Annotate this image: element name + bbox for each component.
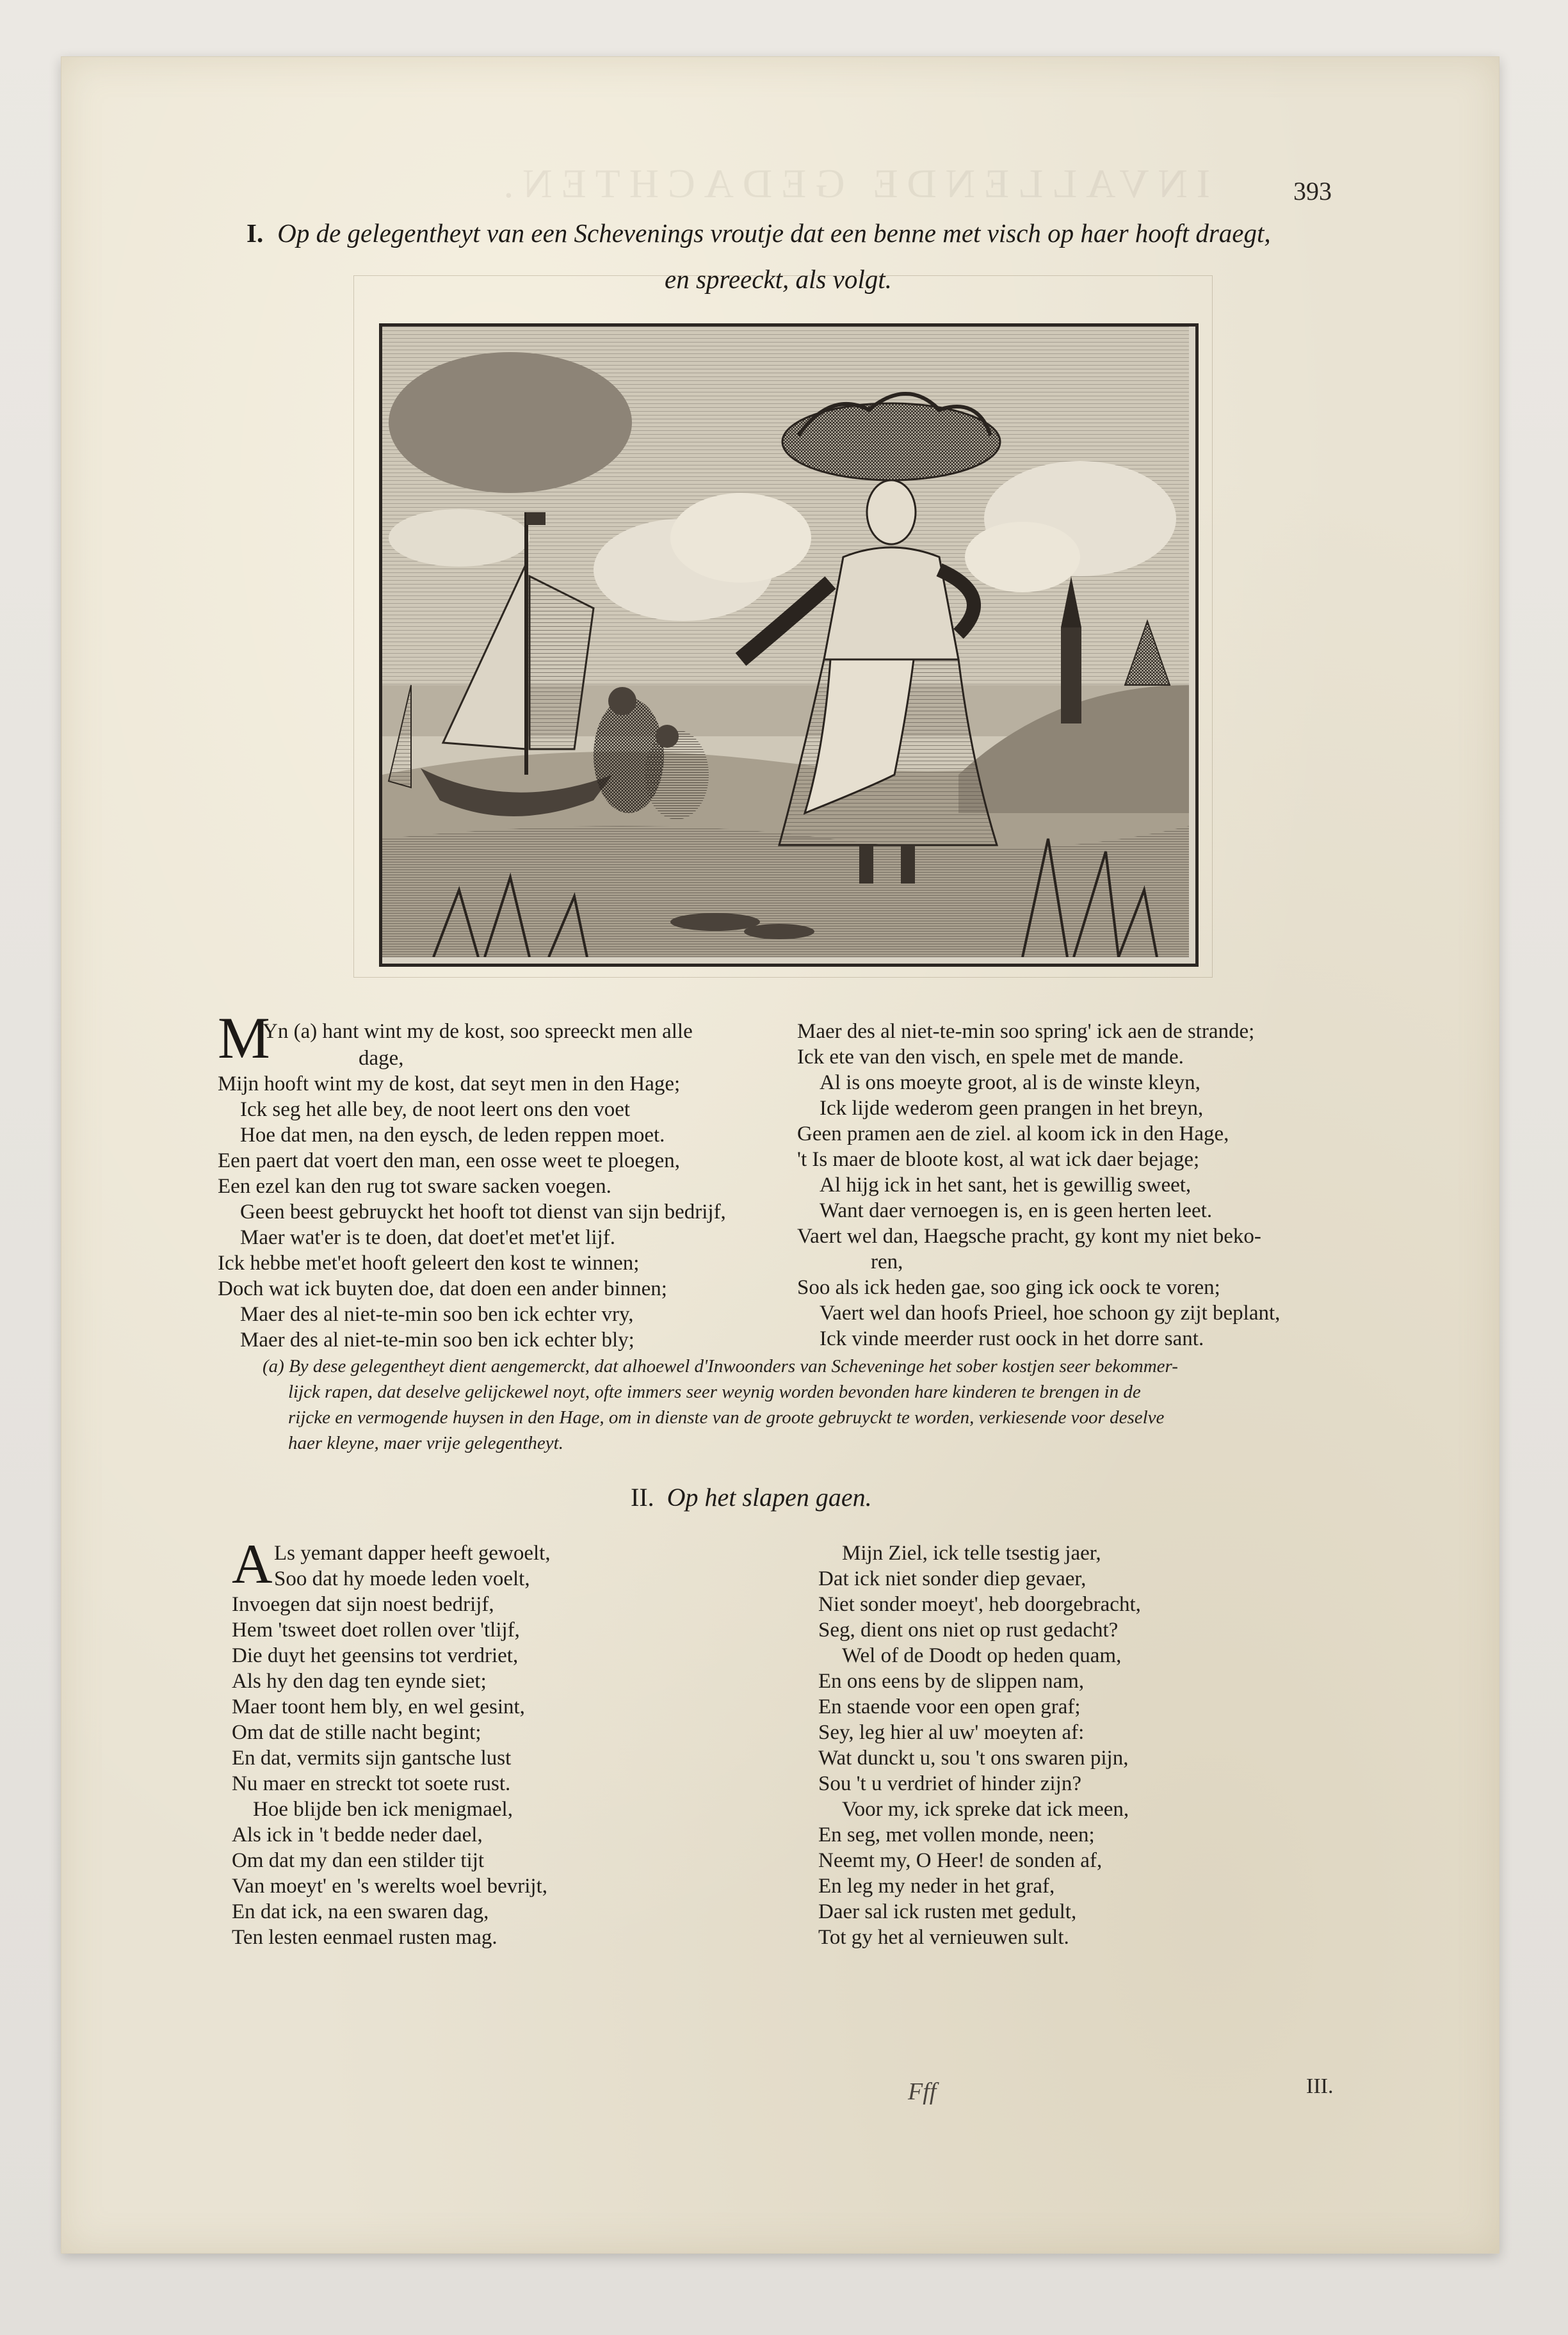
poem-1-right-line: ren,	[871, 1250, 903, 1273]
poem-2-right-line: Tot gy het al vernieuwen sult.	[818, 1926, 1069, 1949]
poem-1-left-line: Een paert dat voert den man, een osse weet te ploegen,	[218, 1149, 681, 1172]
poem-2-right-line: Sey, leg hier al uw' moeyten af:	[818, 1721, 1085, 1744]
poem-2-right-line: Voor my, ick spreke dat ick meen,	[842, 1798, 1129, 1821]
section-2-title	[631, 1482, 872, 1512]
engraving-fisherwoman-image	[382, 327, 1189, 957]
section-1-title-line-1: Op de gelegentheyt van een Schevenings vroutje dat een benne met visch op haer hooft draegt,	[277, 218, 1271, 248]
poem-2-right-line: En leg my neder in het graf,	[818, 1875, 1055, 1898]
poem-2-left-line: Ten lesten eenmael rusten mag.	[232, 1926, 497, 1949]
poem-2-left-line: Om dat de stille nacht begint;	[232, 1721, 481, 1744]
poem-1-right-line: 't Is maer de bloote kost, al wat ick daer bejage;	[797, 1148, 1200, 1171]
poem-1-right-line: Vaert wel dan hoofs Prieel, hoe schoon gy zijt beplant,	[820, 1302, 1281, 1325]
poem-1-left-line: Doch wat ick buyten doe, dat doen een ander binnen;	[218, 1277, 667, 1300]
poem-2-left-line: Invoegen dat sijn noest bedrijf,	[232, 1593, 494, 1616]
poem-2-left-line: Om dat my dan een stilder tijt	[232, 1849, 485, 1872]
poem-1-right-line: Ick lijde wederom geen prangen in het breyn,	[820, 1097, 1204, 1120]
poem-2-left-line: Hoe blijde ben ick menigmael,	[253, 1798, 513, 1821]
section-1-title-line-2: en spreeckt, als volgt.	[665, 264, 892, 294]
poem-1-right-line: Ick ete van den visch, en spele met de mande.	[797, 1046, 1184, 1069]
section-1-numeral: I.	[247, 218, 264, 248]
poem-2-right-line: En seg, met vollen monde, neen;	[818, 1823, 1095, 1846]
section-1-dropcap: M	[218, 1005, 270, 1071]
poem-2-right-line: Mijn Ziel, ick telle tsestig jaer,	[842, 1542, 1101, 1565]
poem-1-left-line: Maer des al niet-te-min soo ben ick echter vry,	[240, 1303, 634, 1326]
poem-1-right-line: Al is ons moeyte groot, al is de winste kleyn,	[820, 1071, 1200, 1094]
poem-1-left-line: Ick seg het alle bey, de noot leert ons den voet	[240, 1098, 631, 1121]
poem-1-left-line: Mijn hooft wint my de kost, dat seyt men in den Hage;	[218, 1072, 681, 1095]
poem-2-right-line: En ons eens by de slippen nam,	[818, 1670, 1085, 1693]
poem-2-right-line: Daer sal ick rusten met gedult,	[818, 1900, 1077, 1923]
poem-2-left-line: En dat, vermits sijn gantsche lust	[232, 1747, 512, 1770]
footnote-line: haer kleyne, maer vrije gelegentheyt.	[288, 1433, 563, 1453]
footnote-line: rijcke en vermogende huysen in den Hage, om in dienste van de groote gebruyckt te worden, verkiesende voor deselve	[288, 1407, 1165, 1428]
engraving-illustration	[379, 323, 1199, 967]
footnote-line: lijck rapen, dat deselve gelijckewel noyt, ofte immers seer weynig worden bevonden hare kinderen te brengen in de	[288, 1382, 1141, 1402]
footnote-line: (a) By dese gelegentheyt dient aengemerckt, dat alhoewel d'Inwoonders van Scheveninge het sober kostjen seer bekommer-	[263, 1356, 1178, 1377]
section-2-title-text: Op het slapen gaen.	[667, 1483, 872, 1512]
poem-2-right-line: Neemt my, O Heer! de sonden af,	[818, 1849, 1103, 1872]
poem-1-left-line: Geen beest gebruyckt het hooft tot dienst van sijn bedrijf,	[240, 1200, 726, 1224]
poem-2-right-line: Wat dunckt u, sou 't ons swaren pijn,	[818, 1747, 1129, 1770]
poem-2-right-line: Niet sonder moeyt', heb doorgebracht,	[818, 1593, 1141, 1616]
poem-1-left-line: dage,	[359, 1047, 404, 1070]
poem-2-left-line: Van moeyt' en 's werelts woel bevrijt,	[232, 1875, 548, 1898]
show-through-text: INVALLENDE GEDACHTEN.	[494, 161, 1210, 206]
poem-1-right-line: Soo als ick heden gae, soo ging ick oock te voren;	[797, 1276, 1220, 1299]
poem-1-right-line: Maer des al niet-te-min soo spring' ick aen de strande;	[797, 1020, 1255, 1043]
poem-2-right-line: Seg, dient ons niet op rust gedacht?	[818, 1619, 1119, 1642]
poem-1-right-line: Ick vinde meerder rust oock in het dorre sant.	[820, 1327, 1204, 1350]
poem-1-right-line: Al hijg ick in het sant, het is gewillig sweet,	[820, 1174, 1192, 1197]
poem-1-left-line: Maer des al niet-te-min soo ben ick echter bly;	[240, 1329, 634, 1352]
poem-2-left-line: Hem 'tsweet doet rollen over 'tlijf,	[232, 1619, 520, 1642]
poem-2-left-line: Nu maer en streckt tot soete rust.	[232, 1772, 511, 1795]
poem-2-left-line: En dat ick, na een swaren dag,	[232, 1900, 489, 1923]
poem-1-right-line: Vaert wel dan, Haegsche pracht, gy kont my niet beko-	[797, 1225, 1261, 1248]
section-2-dropcap: A	[232, 1533, 273, 1596]
poem-2-left-line: Als hy den dag ten eynde siet;	[232, 1670, 487, 1693]
signature-mark: Fff	[908, 2078, 937, 2105]
poem-1-left-line: Ick hebbe met'et hooft geleert den kost te winnen;	[218, 1252, 640, 1275]
poem-1-left-line: Een ezel kan den rug tot sware sacken voegen.	[218, 1175, 611, 1198]
poem-1-left-line: Maer wat'er is te doen, dat doet'et met'et lijf.	[240, 1226, 615, 1249]
poem-2-left-line: Soo dat hy moede leden voelt,	[274, 1567, 530, 1590]
page-number: 393	[1293, 177, 1332, 206]
poem-2-left-line: Als ick in 't bedde neder dael,	[232, 1823, 483, 1846]
poem-1-left-line: Hoe dat men, na den eysch, de leden reppen moet.	[240, 1124, 665, 1147]
poem-2-right-line: Sou 't u verdriet of hinder zijn?	[818, 1772, 1082, 1795]
poem-2-right-line: Dat ick niet sonder diep gevaer,	[818, 1567, 1087, 1590]
section-1-title	[247, 218, 1271, 248]
catchword: III.	[1306, 2074, 1334, 2098]
poem-1-right-line: Want daer vernoegen is, en is geen herten leet.	[820, 1199, 1213, 1222]
poem-1-right-line: Geen pramen aen de ziel. al koom ick in den Hage,	[797, 1122, 1229, 1145]
poem-2-left-line: Maer toont hem bly, en wel gesint,	[232, 1695, 525, 1718]
poem-2-right-line: En staende voor een open graf;	[818, 1695, 1081, 1718]
poem-2-left-line-first: Ls yemant dapper heeft gewoelt,	[274, 1542, 551, 1565]
section-2-numeral: II.	[631, 1483, 654, 1512]
poem-1-left-line-first: Yn (a) hant wint my de kost, soo spreeckt men alle	[263, 1020, 693, 1043]
poem-2-left-line: Die duyt het geensins tot verdriet,	[232, 1644, 519, 1667]
poem-2-right-line: Wel of de Doodt op heden quam,	[842, 1644, 1122, 1667]
